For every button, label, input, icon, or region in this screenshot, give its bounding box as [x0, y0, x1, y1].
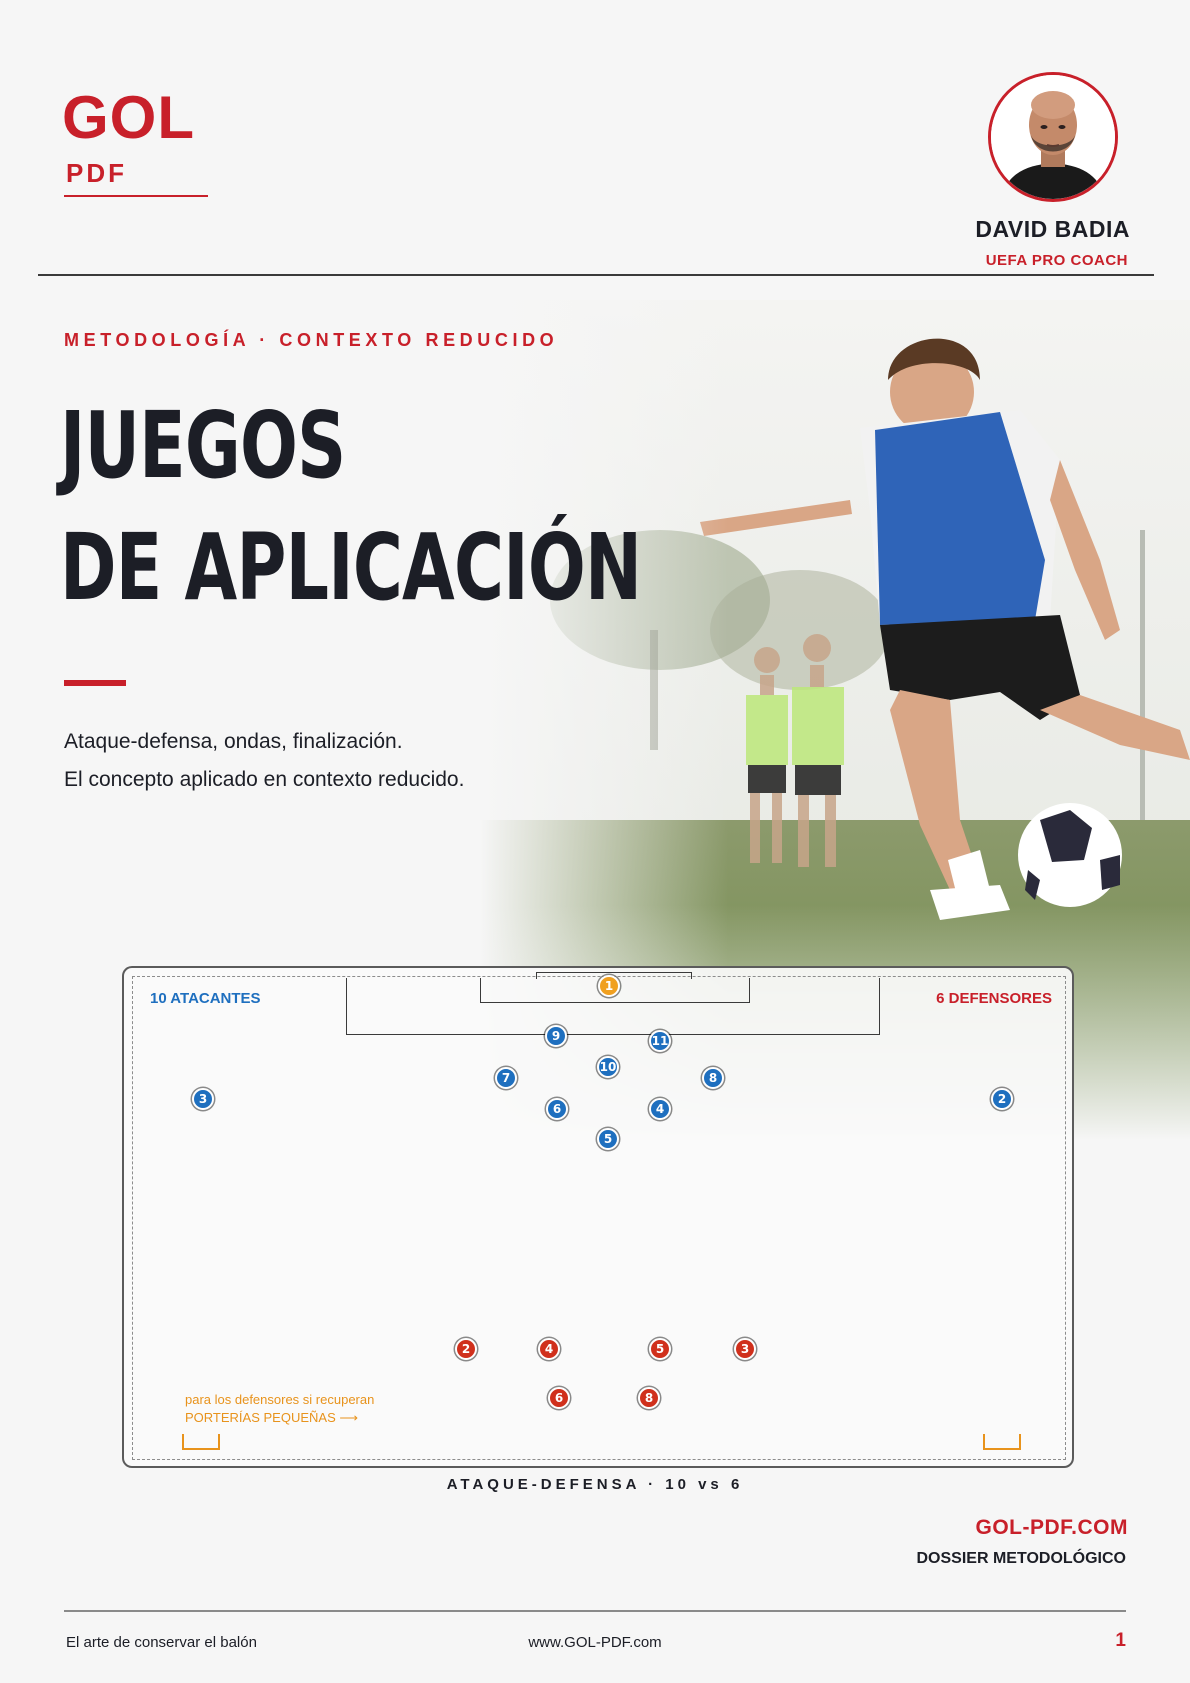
subtitle-line-1: Ataque-defensa, ondas, finalización. [64, 730, 403, 753]
kicker: METODOLOGÍA · CONTEXTO REDUCIDO [64, 330, 559, 350]
attacker-player: 5 [597, 1128, 619, 1150]
attacker-player: 11 [649, 1030, 671, 1052]
header-divider [38, 274, 1154, 276]
attacker-player: 9 [545, 1025, 567, 1047]
document-type: DOSSIER METODOLÓGICO [916, 1550, 1126, 1567]
site-label: GOL-PDF.COM [975, 1516, 1128, 1539]
attacker-player: 4 [649, 1098, 671, 1120]
author-name: DAVID BADIA [975, 216, 1130, 242]
defender-player: 5 [649, 1338, 671, 1360]
footer-divider [64, 1610, 1126, 1612]
attackers-label: 10 ATACANTES [150, 990, 261, 1007]
brand-logo-sub: PDF [66, 158, 127, 188]
defender-player: 4 [538, 1338, 560, 1360]
author-title: UEFA PRO COACH [985, 252, 1128, 269]
footer-tagline: El arte de conservar el balón [66, 1634, 257, 1651]
defender-player: 6 [548, 1387, 570, 1409]
attacker-player: 6 [546, 1098, 568, 1120]
attacker-player: 3 [192, 1088, 214, 1110]
attacker-player: 7 [495, 1067, 517, 1089]
defenders-label: 6 DEFENSORES [936, 990, 1052, 1007]
author-avatar [988, 72, 1118, 202]
footer-url[interactable]: www.GOL-PDF.com [528, 1634, 662, 1651]
brand-logo: GOL [62, 84, 195, 151]
coach-portrait-icon [991, 75, 1115, 199]
goalkeeper: 1 [598, 975, 620, 997]
page-number: 1 [1115, 1630, 1126, 1651]
title-line-2: DE APLICACIÓN [60, 514, 642, 621]
subtitle-line-2: El concepto aplicado en contexto reducido. [64, 768, 465, 791]
attacker-player: 10 [597, 1056, 619, 1078]
note-text: para los defensores si recuperan [185, 1392, 375, 1407]
diagram-caption: ATAQUE-DEFENSA · 10 vs 6 [446, 1476, 744, 1493]
small-goal-icon [983, 1434, 1021, 1450]
title-accent [64, 680, 126, 686]
logo-divider [64, 195, 208, 197]
defender-player: 8 [638, 1387, 660, 1409]
note-text: PORTERÍAS PEQUEÑAS ⟶ [185, 1410, 358, 1425]
pitch-boundary [132, 976, 1066, 1460]
page-title [60, 385, 641, 629]
title-line-1: JUEGOS [60, 392, 346, 499]
small-goal-icon [182, 1434, 220, 1450]
attacker-player: 8 [702, 1067, 724, 1089]
defender-player: 3 [734, 1338, 756, 1360]
defender-player: 2 [455, 1338, 477, 1360]
attacker-player: 2 [991, 1088, 1013, 1110]
